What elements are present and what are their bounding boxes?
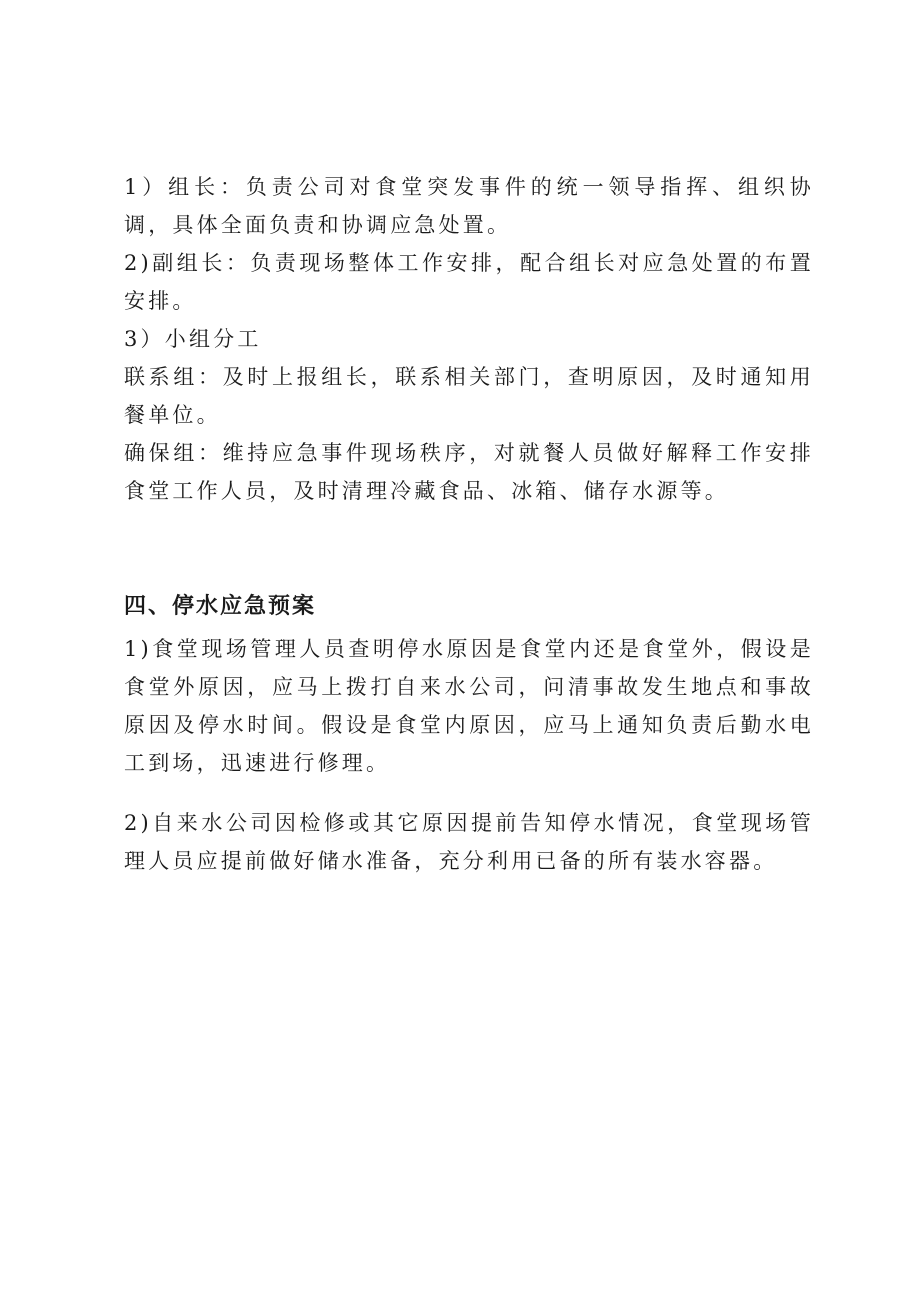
section-heading: 四、停水应急预案 — [124, 594, 317, 619]
spacer — [124, 782, 814, 804]
deputy-leader-duty-paragraph: 2)副组长：负责现场整体工作安排，配合组长对应急处置的布置安排。 — [124, 251, 814, 313]
security-group-paragraph: 确保组：维持应急事件现场秩序，对就餐人员做好解释工作安排食堂工作人员，及时清理冷藏食品、冰箱、储存水源等。 — [124, 441, 814, 503]
liaison-group-paragraph: 联系组：及时上报组长，联系相关部门，查明原因，及时通知用餐单位。 — [124, 365, 814, 427]
group-division-title: 3）小组分工 — [124, 327, 262, 351]
spacer — [124, 622, 814, 630]
spacer — [124, 510, 814, 592]
water-outage-paragraph-2: 2)自来水公司因检修或其它原因提前告知停水情况，食堂现场管理人员应提前做好储水准备，充分利用已备的所有装水容器。 — [124, 811, 814, 873]
water-outage-paragraph-1: 1)食堂现场管理人员查明停水原因是食堂内还是食堂外，假设是食堂外原因，应马上拨打自来水公司，问清事故发生地点和事故原因及停水时间。假设是食堂内原因，应马上通知负责后勤水电工到场，迅速进行修理。 — [124, 637, 814, 775]
document-page — [124, 168, 814, 880]
leader-duty-paragraph: 1）组长：负责公司对食堂突发事件的统一领导指挥、组织协调，具体全面负责和协调应急处置。 — [124, 175, 814, 237]
